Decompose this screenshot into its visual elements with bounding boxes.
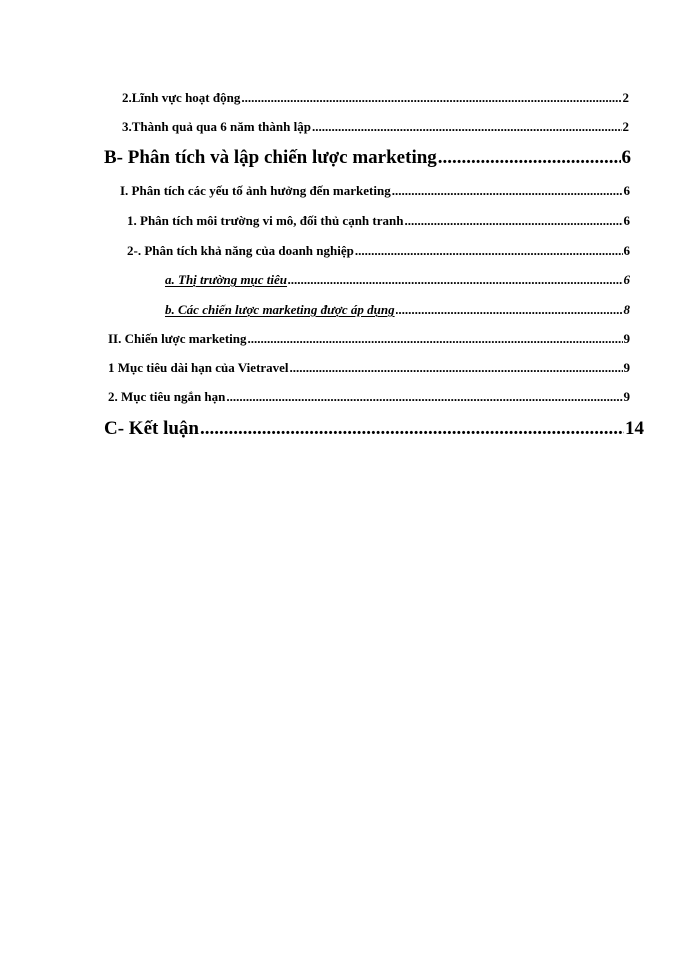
dot-leader bbox=[200, 418, 624, 440]
toc-entry-thanh-qua bbox=[122, 119, 629, 137]
toc-entry-moi-truong-vi-mo bbox=[127, 213, 630, 231]
toc-entry-section-b bbox=[104, 147, 631, 171]
toc-entry-page: 6 bbox=[623, 183, 630, 198]
toc-entry-page: 9 bbox=[623, 331, 630, 346]
dot-leader bbox=[290, 360, 623, 376]
toc-entry-label: 2-. Phân tích khả năng của doanh nghiệp bbox=[127, 243, 354, 258]
toc-entry-muc-tieu-dai-han bbox=[108, 360, 630, 378]
dot-leader bbox=[392, 183, 623, 199]
dot-leader bbox=[355, 243, 623, 259]
toc-entry-page: 6 bbox=[623, 272, 630, 287]
toc-entry-chien-luoc-marketing bbox=[108, 331, 630, 349]
dot-leader bbox=[288, 272, 622, 288]
toc-entry-label: II. Chiến lược marketing bbox=[108, 331, 247, 346]
toc-entry-page: 9 bbox=[623, 360, 630, 375]
toc-entry-linh-vuc-hoat-dong bbox=[122, 90, 629, 108]
toc-entry-label: 3.Thành quả qua 6 năm thành lập bbox=[122, 119, 311, 134]
toc-entry-label: 2.Lĩnh vực hoạt động bbox=[122, 90, 241, 105]
toc-entry-chien-luoc-ap-dung bbox=[165, 302, 630, 320]
toc-entry-page: 14 bbox=[625, 418, 644, 439]
dot-leader bbox=[226, 389, 622, 405]
toc-entry-phan-tich-yeu-to bbox=[120, 183, 630, 201]
toc-entry-label: B- Phân tích và lập chiến lược marketing bbox=[104, 147, 437, 168]
dot-leader bbox=[248, 331, 623, 347]
toc-entry-label: b. Các chiến lược marketing được áp dụng bbox=[165, 302, 395, 317]
toc-entry-page: 6 bbox=[621, 147, 631, 168]
toc-entry-label: a. Thị trường mục tiêu bbox=[165, 272, 288, 287]
toc-entry-page: 2 bbox=[622, 90, 629, 105]
dot-leader bbox=[438, 147, 621, 169]
dot-leader bbox=[312, 119, 622, 135]
dot-leader bbox=[241, 90, 621, 106]
dot-leader bbox=[404, 213, 622, 229]
toc-entry-muc-tieu-ngan-han bbox=[108, 389, 630, 407]
toc-entry-page: 6 bbox=[623, 213, 630, 228]
toc-entry-label: 2. Mục tiêu ngắn hạn bbox=[108, 389, 226, 404]
toc-entry-kha-nang-doanh-nghiep bbox=[127, 243, 630, 261]
toc-entry-page: 9 bbox=[623, 389, 630, 404]
toc-entry-page: 8 bbox=[623, 302, 630, 317]
toc-entry-label: 1 Mục tiêu dài hạn của Vietravel bbox=[108, 360, 289, 375]
toc-entry-page: 2 bbox=[622, 119, 629, 134]
toc-entry-section-c bbox=[104, 418, 644, 442]
toc-entry-label: 1. Phân tích môi trường vi mô, đối thủ cạnh tranh bbox=[127, 213, 404, 228]
toc-entry-thi-truong-muc-tieu bbox=[165, 272, 630, 290]
toc-entry-label: I. Phân tích các yếu tố ảnh hưởng đến marketing bbox=[120, 183, 391, 198]
toc-entry-page: 6 bbox=[623, 243, 630, 258]
dot-leader bbox=[396, 302, 623, 318]
toc-entry-label: C- Kết luận bbox=[104, 418, 199, 439]
